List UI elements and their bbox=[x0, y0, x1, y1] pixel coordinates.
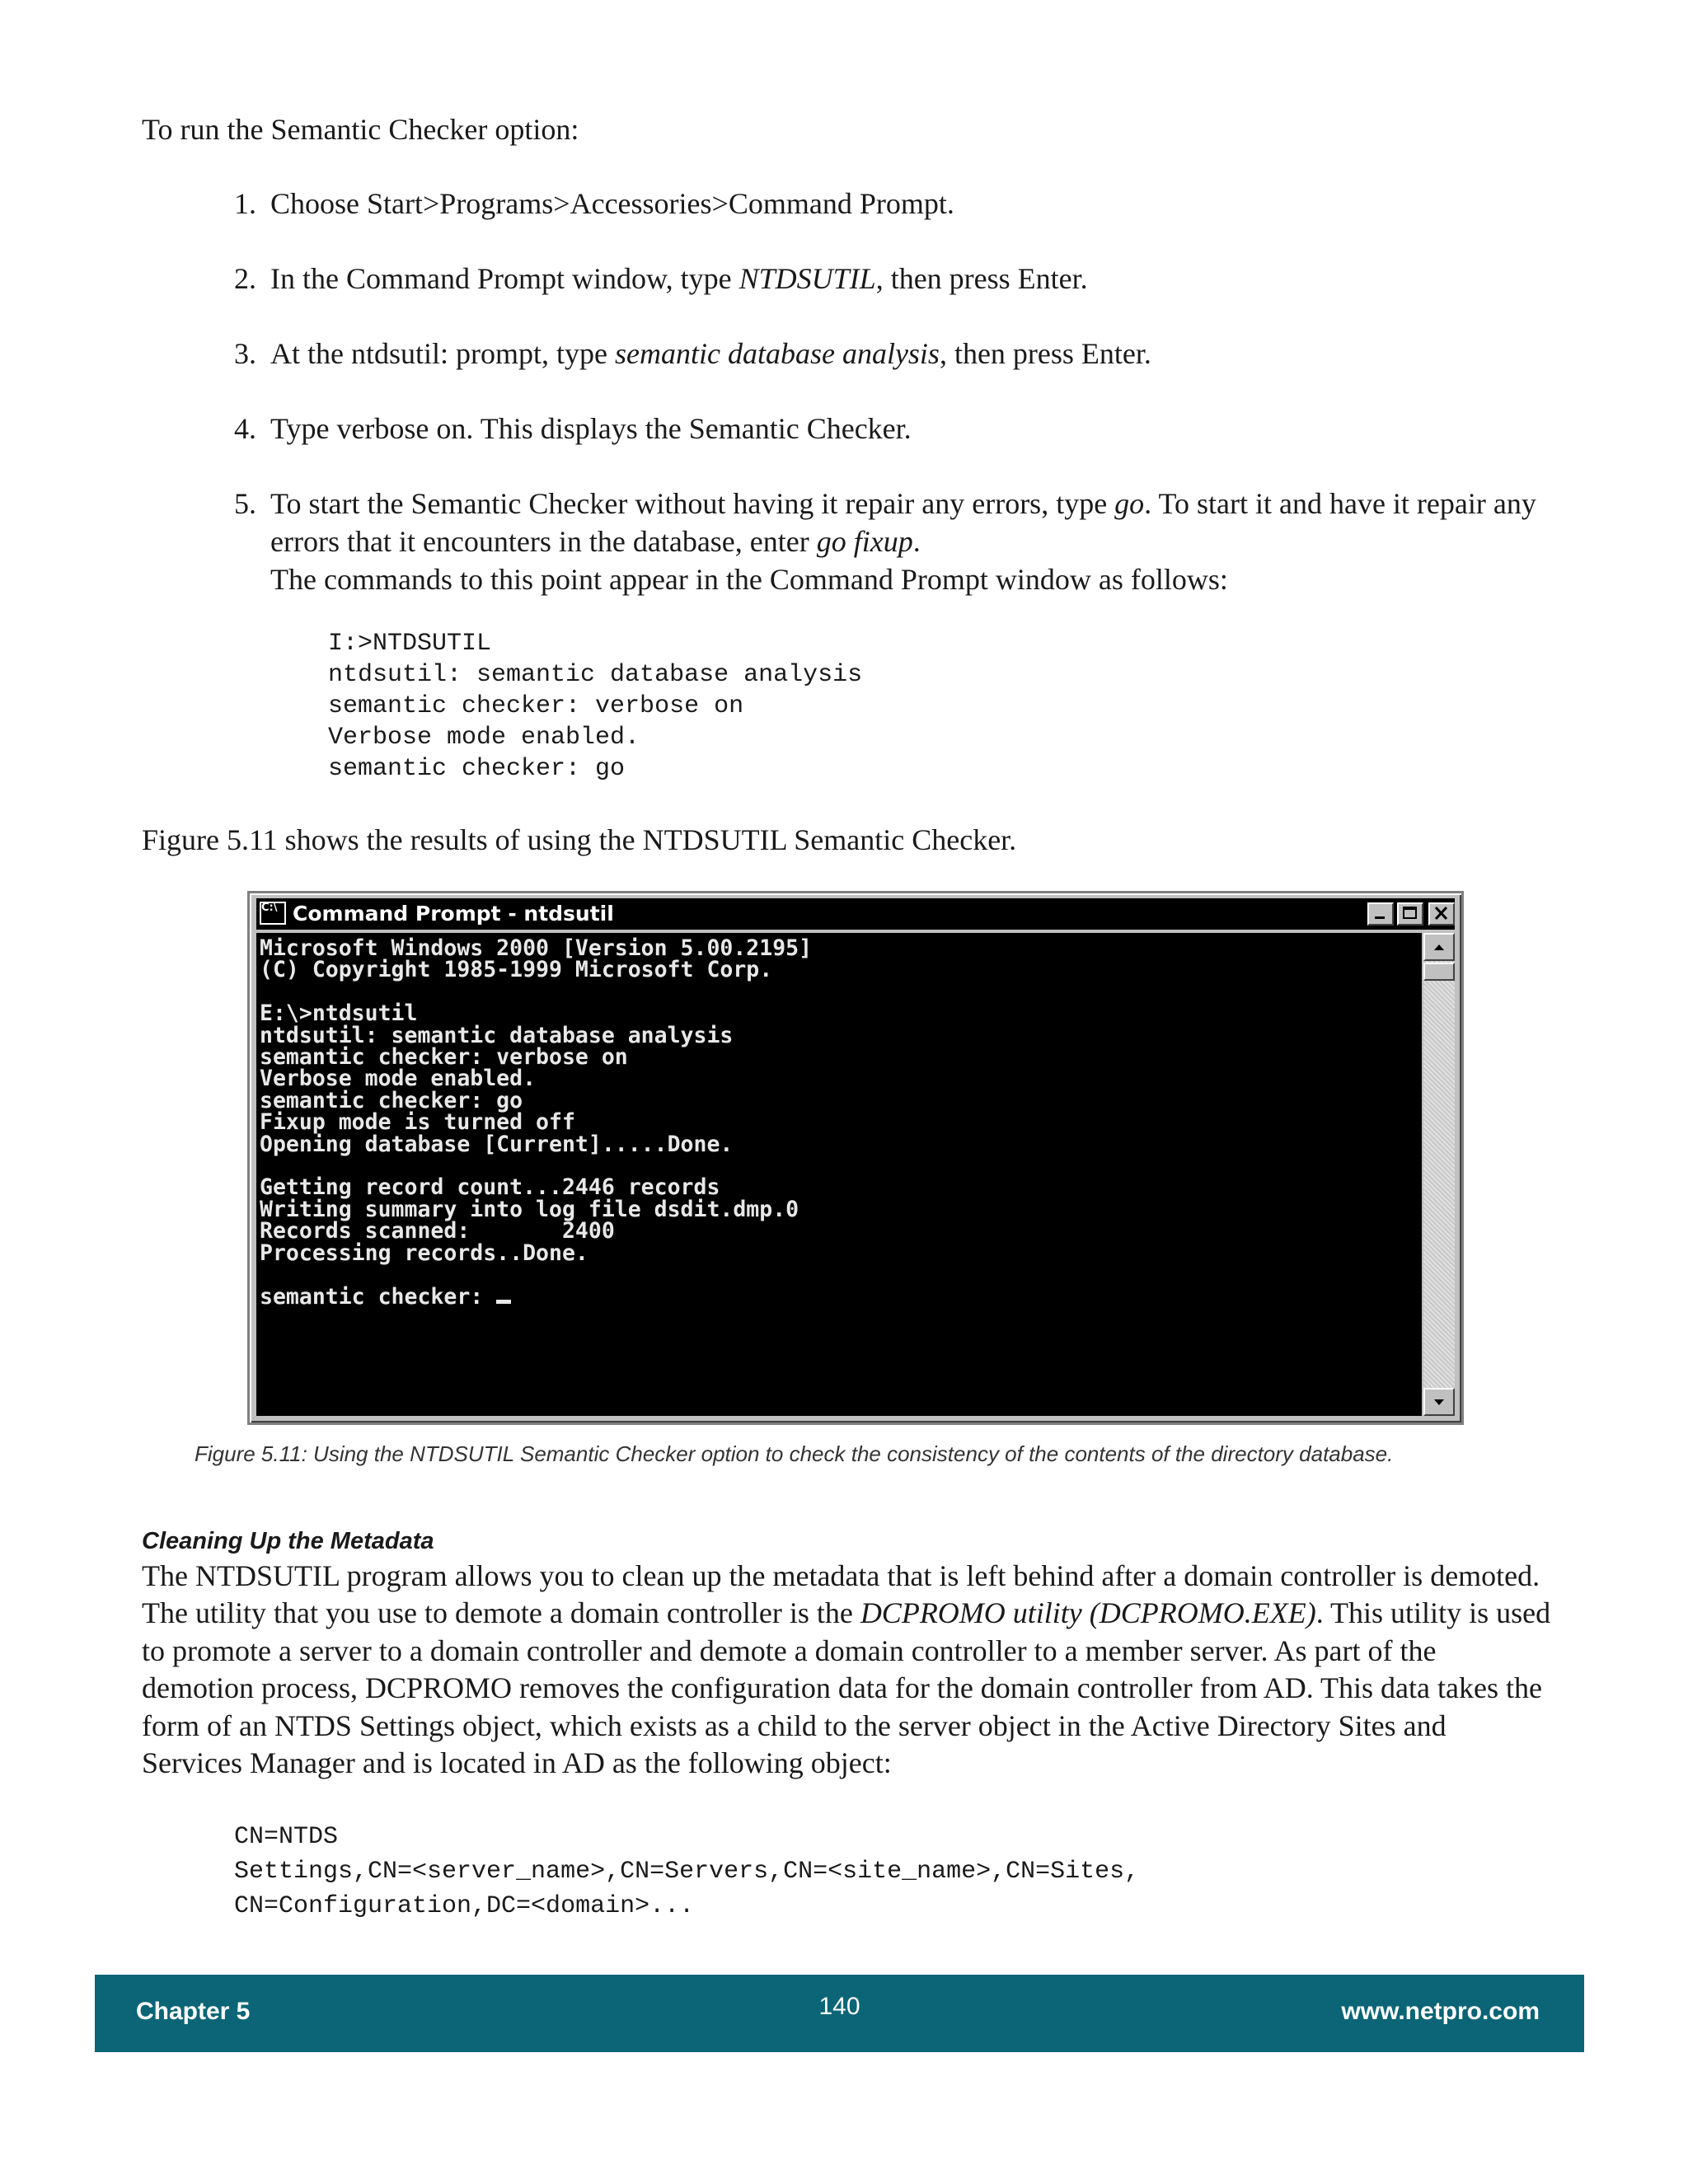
step-continuation: The commands to this point appear in the Command Prompt window as follows: bbox=[270, 563, 1228, 596]
maximize-icon bbox=[1399, 904, 1422, 924]
paragraph-text-pre: The NTDSUTIL program allows you to clean up the metadata that is left behind after a domain controller is demoted. The utility that you use to demote a domain controller is the bbox=[142, 1559, 1540, 1630]
step-text: Type verbose on. This displays the Semantic Checker. bbox=[270, 412, 912, 445]
minimize-icon bbox=[1369, 904, 1392, 924]
console-prompt: semantic checker: bbox=[260, 1283, 497, 1310]
step-text-post: , then press Enter. bbox=[939, 337, 1151, 370]
close-icon bbox=[1430, 904, 1453, 924]
close-button[interactable] bbox=[1428, 902, 1455, 926]
console-output bbox=[260, 935, 813, 1310]
step-number: 3. bbox=[234, 337, 256, 370]
arrow-up-icon bbox=[1425, 935, 1453, 959]
window-title-bar[interactable] bbox=[256, 898, 1455, 930]
code-block-commands: I:>NTDSUTIL ntdsutil: semantic database analysis semantic checker: verbose on Verbose mode enabled. semantic checker: go bbox=[328, 630, 863, 783]
step-text-emphasis-2: go fixup bbox=[816, 525, 913, 558]
console-output-area[interactable] bbox=[256, 933, 1422, 1416]
figure-caption: Figure 5.11: Using the NTDSUTIL Semantic Checker option to check the consistency of the contents of the directory database. bbox=[195, 1441, 1394, 1466]
step-text-emphasis: NTDSUTIL bbox=[738, 262, 876, 295]
figure-intro-text: Figure 5.11 shows the results of using the NTDSUTIL Semantic Checker. bbox=[142, 823, 1017, 856]
step-number: 4. bbox=[234, 412, 256, 445]
vertical-scrollbar[interactable] bbox=[1423, 933, 1455, 1416]
step-text-emphasis: semantic database analysis bbox=[614, 337, 940, 370]
step-4 bbox=[234, 410, 1553, 448]
step-3 bbox=[234, 335, 1553, 373]
arrow-down-icon bbox=[1425, 1390, 1453, 1414]
scroll-down-button[interactable] bbox=[1423, 1388, 1455, 1416]
steps-list bbox=[234, 185, 1553, 635]
step-5 bbox=[234, 485, 1553, 598]
code-block-object-path: CN=NTDS Settings,CN=<server_name>,CN=Servers,CN=<site_name>,CN=Sites, CN=Configuration,DC=<domain>... bbox=[234, 1823, 1140, 1920]
step-text-post: , then press Enter. bbox=[875, 262, 1088, 295]
step-text-pre: At the ntdsutil: prompt, type bbox=[270, 337, 615, 370]
paragraph-text-post: . This utility is used to promote a server to a domain controller and demote a domain controller to a member server. As part of the demotion process, DCPROMO removes the configuration data for the domain controller from AD. This data takes the form of an NTDS Settings object, which exists as a child to the server object in the Active Directory Sites and Services Manager and is located in AD as the following object: bbox=[142, 1596, 1551, 1780]
minimize-button[interactable] bbox=[1367, 902, 1394, 926]
step-text-mid: . To start it and have it repair any errors that it encounters in the database, enter bbox=[270, 487, 1536, 558]
footer-page-number: 140 bbox=[818, 1993, 860, 2020]
console-cursor bbox=[496, 1300, 511, 1304]
paragraph-emphasis: DCPROMO utility (DCPROMO.EXE) bbox=[860, 1596, 1316, 1630]
step-text-pre: To start the Semantic Checker without having it repair any errors, type bbox=[270, 487, 1115, 520]
section-heading: Cleaning Up the Metadata bbox=[142, 1528, 434, 1554]
step-number: 5. bbox=[234, 487, 256, 520]
section-paragraph bbox=[142, 1558, 1551, 1782]
command-prompt-window bbox=[247, 891, 1464, 1425]
console-icon: C:\ bbox=[260, 902, 286, 925]
scroll-up-button[interactable] bbox=[1423, 933, 1455, 961]
scroll-thumb[interactable] bbox=[1423, 963, 1455, 981]
step-text-post: . bbox=[912, 525, 921, 558]
page-footer bbox=[95, 1975, 1584, 2052]
step-text-pre: In the Command Prompt window, type bbox=[270, 262, 739, 295]
step-number: 1. bbox=[234, 187, 256, 220]
step-number: 2. bbox=[234, 262, 256, 295]
step-2 bbox=[234, 260, 1553, 298]
maximize-button[interactable] bbox=[1397, 902, 1423, 926]
footer-chapter: Chapter 5 bbox=[136, 1998, 251, 2025]
window-title: Command Prompt - ntdsutil bbox=[293, 902, 614, 926]
step-text-emphasis: go bbox=[1114, 487, 1145, 520]
step-1 bbox=[234, 185, 1553, 223]
footer-website: www.netpro.com bbox=[1341, 1998, 1540, 2025]
console-output-lines: Microsoft Windows 2000 [Version 5.00.2195] (C) Copyright 1985-1999 Microsoft Corp. E:\>ntdsutil ntdsutil: semantic database analysis semantic checker: verbose on Verbose mode enabled. semantic checker: go Fixup mode is turned off Opening database [Current].....Done. Getting record count...2446 records Writing summary into log file dsdit.dmp.0 Records scanned: 2400 Processing records..Done. bbox=[260, 935, 813, 1266]
step-text: Choose Start>Programs>Accessories>Command Prompt. bbox=[270, 187, 954, 220]
intro-text: To run the Semantic Checker option: bbox=[142, 113, 579, 146]
